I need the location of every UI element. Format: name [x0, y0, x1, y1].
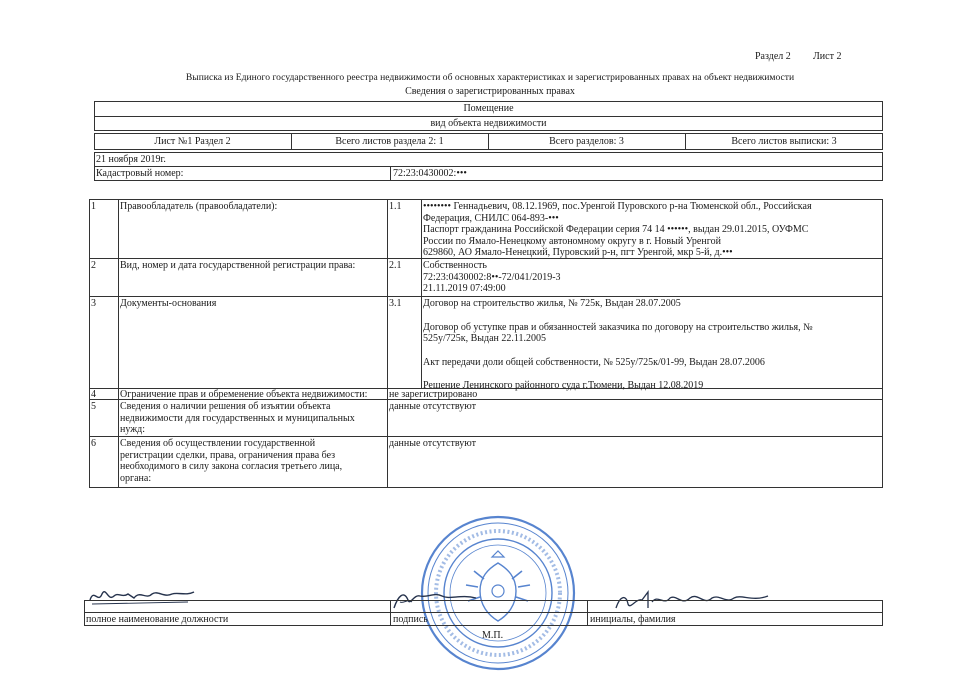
row-value: данные отсутствуют [389, 401, 476, 412]
document-item: Договор об уступке прав и обязанностей заказчика по договору на строительство жилья, № [423, 321, 813, 333]
row-number: 2 [91, 260, 96, 271]
document-item: Решение Ленинского районного суда г.Тюмени, Выдан 12.08.2019 [423, 380, 704, 391]
redacted-mark: ••• [456, 168, 467, 179]
row-label-line: регистрации сделки, права, ограничения права без [120, 449, 336, 461]
registration-number: 72:23:0430002:8••-72/041/2019-3 [423, 271, 561, 283]
row-number: 6 [91, 438, 96, 449]
row-number: 1 [91, 201, 96, 212]
cadastral-label: Кадастровый номер: [96, 168, 184, 179]
row-number: 4 [91, 389, 96, 400]
row-value: данные отсутствуют [389, 438, 476, 449]
row-label-line: недвижимости для государственных и муниципальных [120, 412, 355, 424]
rightholder-passport: Паспорт гражданина Российской Федерации серия 74 14 ••••••, выдан 29.01.2015, ОУФМС [423, 224, 809, 235]
row-subnumber: 2.1 [389, 260, 402, 271]
rightholder-passport-issuer: России по Ямало-Ненецкому автономному округу в г. Новый Уренгой [423, 235, 721, 247]
row-label-line: необходимого в силу закона согласия третьего лица, [120, 461, 343, 472]
row-label: Документы-основания [120, 298, 217, 309]
registration-details [421, 259, 883, 296]
document-subtitle: Сведения о зарегистрированных правах [405, 86, 575, 97]
row-label [118, 400, 387, 437]
row-number: 5 [91, 401, 96, 412]
rightholder-details [421, 200, 883, 260]
total-sections: Всего разделов: 3 [549, 136, 624, 147]
section-label: Раздел 2 [755, 51, 791, 62]
row-label-line: органа: [120, 472, 152, 484]
section-sheets: Всего листов раздела 2: 1 [335, 136, 444, 147]
divider [390, 166, 391, 181]
sheet-section: Лист №1 Раздел 2 [154, 136, 231, 147]
divider [390, 600, 391, 626]
total-sheets: Всего листов выписки: 3 [731, 136, 837, 147]
stamp-place-label: М.П. [482, 630, 504, 641]
row-number: 3 [91, 298, 96, 309]
divider [94, 166, 883, 167]
registration-date: 21.11.2019 07:49:00 [423, 283, 506, 294]
row-value: не зарегистрировано [389, 389, 478, 400]
row-label-line: нужд: [120, 424, 145, 435]
position-label: полное наименование должности [86, 614, 229, 625]
rightholder-address: 629860, АО Ямало-Ненецкий, Пуровский р-н, пгт Уренгой, мкр 5-й, д.••• [423, 247, 733, 258]
document-item: Акт передачи доли общей собственности, № 525у/725к/01-99, Выдан 28.07.2006 [423, 356, 765, 368]
row-label [118, 437, 387, 485]
row-label: Правообладатель (правообладатели): [120, 201, 278, 212]
extract-date: 21 ноября 2019г. [96, 154, 166, 165]
divider [84, 612, 883, 613]
document-title: Выписка из Единого государственного реестра недвижимости об основных характеристиках и зарегистрированных правах на объект недвижимости [185, 72, 795, 83]
sheet-label: Лист 2 [813, 51, 842, 62]
divider [94, 116, 883, 117]
row-label-line: Сведения об осуществлении государственной [120, 438, 316, 449]
row-subnumber: 1.1 [389, 201, 402, 212]
document-item-continued: 525у/725к, Выдан 22.11.2005 [423, 333, 547, 344]
row-label-line: Сведения о наличии решения об изъятии объекта [120, 401, 331, 412]
cadastral-number: 72:23:0430002:••• [393, 168, 467, 179]
rightholder-snils: Федерация, СНИЛС 064-893-••• [423, 212, 559, 224]
initials-label: инициалы, фамилия [590, 614, 676, 625]
row-subnumber: 3.1 [389, 298, 402, 309]
signature-label: подпись [393, 614, 428, 625]
rightholder-name: •••••••• Геннадьевич, 08.12.1969, пос.Уренгой Пуровского р-на Тюменской обл., Российская [423, 201, 812, 212]
document-item: Договор на строительство жилья, № 725к, Выдан 28.07.2005 [423, 298, 681, 309]
base-documents [421, 297, 883, 393]
object-type: Помещение [463, 103, 514, 114]
row-label: Ограничение прав и обременение объекта недвижимости: [120, 389, 368, 400]
object-type-label: вид объекта недвижимости [430, 118, 547, 129]
row-label: Вид, номер и дата государственной регистрации права: [120, 260, 356, 271]
divider [587, 600, 588, 626]
right-type: Собственность [423, 260, 487, 271]
